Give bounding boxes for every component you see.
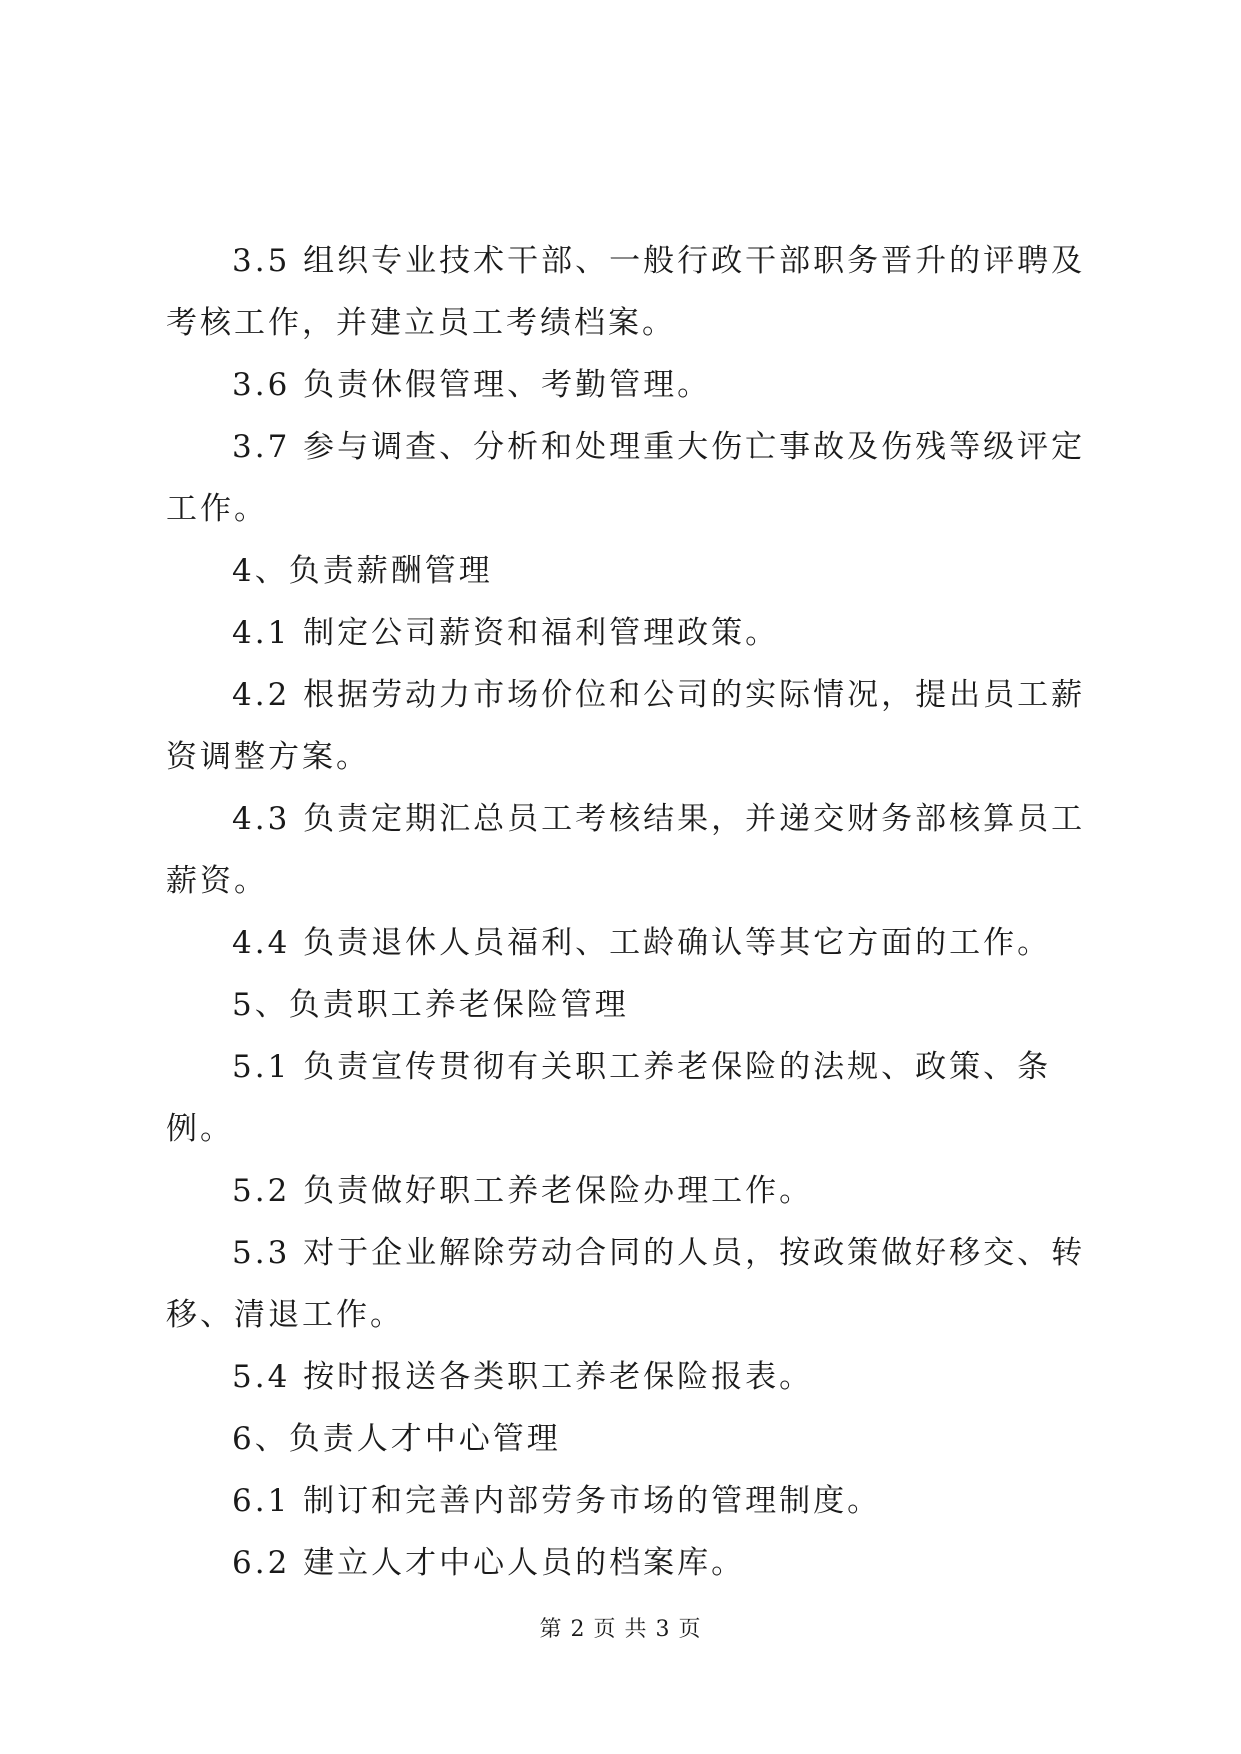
paragraph-5-1: 5.1 负责宣传贯彻有关职工养老保险的法规、政策、条例。 xyxy=(166,1049,1052,1147)
paragraph-5-3: 5.3 对于企业解除劳动合同的人员，按政策做好移交、转移、清退工作。 xyxy=(166,1235,1086,1333)
paragraph-4-3: 4.3 负责定期汇总员工考核结果，并递交财务部核算员工薪资。 xyxy=(166,801,1086,899)
paragraph-3-6: 3.6 负责休假管理、考勤管理。 xyxy=(232,367,712,403)
paragraph-3-7: 3.7 参与调查、分析和处理重大伤亡事故及伤残等级评定工作。 xyxy=(166,429,1086,527)
document-body xyxy=(166,230,1096,1594)
paragraph-4-1: 4.1 制定公司薪资和福利管理政策。 xyxy=(232,615,780,651)
paragraph-4-2: 4.2 根据劳动力市场价位和公司的实际情况，提出员工薪资调整方案。 xyxy=(166,677,1086,775)
page-footer xyxy=(0,1612,1241,1643)
paragraph-4-4: 4.4 负责退休人员福利、工龄确认等其它方面的工作。 xyxy=(232,925,1052,961)
paragraph-5-2: 5.2 负责做好职工养老保险办理工作。 xyxy=(232,1173,814,1209)
paragraph-6-1: 6.1 制订和完善内部劳务市场的管理制度。 xyxy=(232,1483,882,1519)
paragraph-6-2: 6.2 建立人才中心人员的档案库。 xyxy=(232,1545,746,1581)
section-heading-5: 5、负责职工养老保险管理 xyxy=(232,987,629,1023)
paragraph-5-4: 5.4 按时报送各类职工养老保险报表。 xyxy=(232,1359,814,1395)
section-heading-6: 6、负责人才中心管理 xyxy=(232,1421,561,1457)
paragraph-3-5: 3.5 组织专业技术干部、一般行政干部职务晋升的评聘及考核工作，并建立员工考绩档案。 xyxy=(166,243,1086,341)
page-number-label: 第 2 页 共 3 页 xyxy=(539,1617,702,1642)
section-heading-4: 4、负责薪酬管理 xyxy=(232,553,493,589)
